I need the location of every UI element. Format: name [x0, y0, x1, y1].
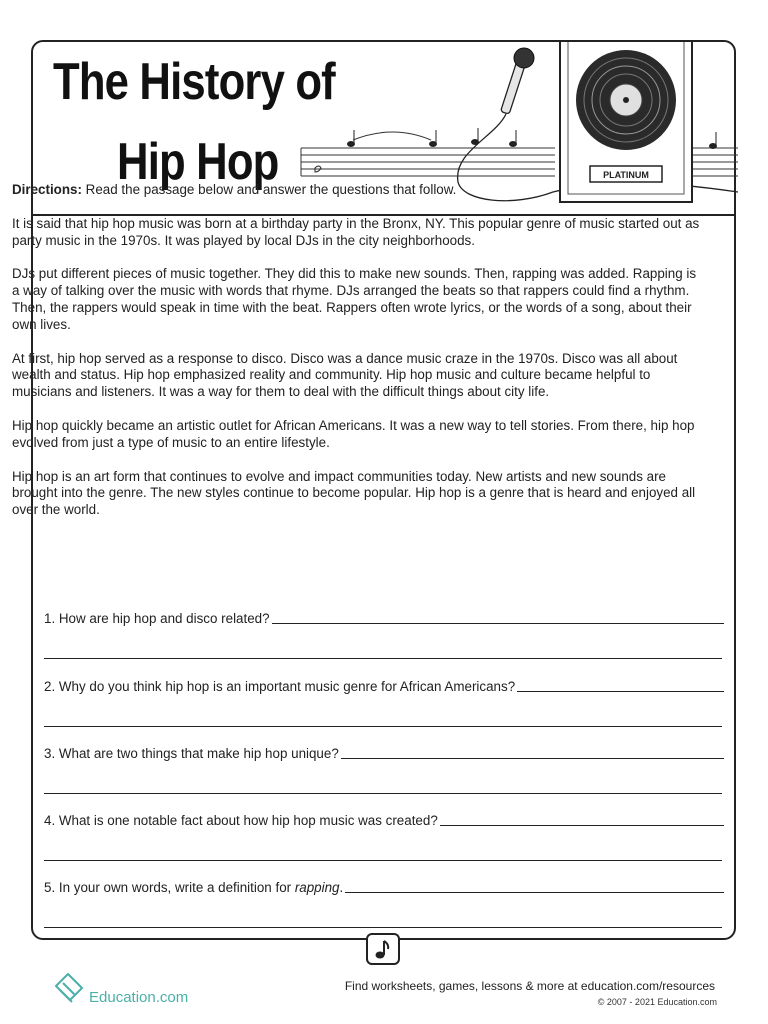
question-2-answer-line[interactable] — [517, 690, 724, 692]
question-4 — [44, 813, 724, 828]
platinum-badge-text: PLATINUM — [603, 170, 649, 180]
page-title-line-2: Hip Hop — [117, 133, 279, 191]
directions — [12, 182, 702, 199]
passage-paragraph-4: Hip hop quickly became an artistic outlet for African Americans. It was a new way to tell stories. From there, hip hop evolved from just a type of music to an entire lifestyle. — [12, 417, 695, 450]
question-5-text — [44, 880, 345, 895]
question-4-answer-line[interactable] — [440, 824, 724, 826]
question-5-emphasis: rapping — [294, 880, 340, 895]
question-5-answer-line[interactable] — [345, 891, 724, 893]
music-note-tab — [366, 933, 400, 965]
platinum-record-icon — [560, 42, 692, 202]
question-1-text: 1. How are hip hop and disco related? — [44, 611, 270, 626]
question-4-answer-line-2[interactable] — [44, 860, 722, 861]
question-5-text-after: . — [339, 880, 344, 895]
page-title-line-1: The History of — [53, 53, 335, 111]
worksheet-body — [12, 182, 702, 536]
directions-label: Directions: — [12, 182, 82, 197]
music-note-icon — [373, 938, 393, 960]
directions-text: Read the passage below and answer the questions that follow. — [81, 182, 457, 197]
brand-name: Education.com — [89, 989, 189, 1006]
question-2-answer-line-2[interactable] — [44, 726, 722, 727]
education-logo-icon — [52, 972, 88, 1006]
passage-paragraph-5: Hip hop is an art form that continues to evolve and impact communities today. New artists and new sounds are brought into the genre. The new styles continue to become popular. Hip hop is a genre that is heard and enjoyed all over the world. — [12, 468, 696, 518]
question-3 — [44, 746, 724, 761]
question-2-text: 2. Why do you think hip hop is an important music genre for African Americans? — [44, 679, 516, 694]
question-3-text: 3. What are two things that make hip hop unique? — [44, 746, 339, 761]
question-4-text: 4. What is one notable fact about how hip hop music was created? — [44, 813, 438, 828]
passage-paragraph-2: DJs put different pieces of music together. They did this to make new sounds. Then, rapping was added. Rapping is a way of talking over the music with words that rhyme. DJs arranged the beats so that rappers could find a rhythm. Then, the rappers would speak in time with the beat. Rappers often wrote lyrics, or the words of a song, about their own lives. — [12, 266, 697, 332]
question-1-answer-line-2[interactable] — [44, 658, 722, 659]
question-5-text-before: 5. In your own words, write a definition for — [44, 880, 295, 895]
question-3-answer-line-2[interactable] — [44, 793, 722, 794]
question-1-answer-line[interactable] — [272, 622, 724, 624]
passage-paragraph-1: It is said that hip hop music was born at a birthday party in the Bronx, NY. This popular genre of music started out as party music in the 1970s. It was played by local DJs in the city neighborhoods. — [12, 215, 700, 248]
passage-paragraph-3: At first, hip hop served as a response to disco. Disco was a dance music craze in the 1970s. Disco was all about wealth and status. Hip hop emphasized reality and community. Hip hop music and culture became helpful to musicians and listeners. It was a way for them to deal with the difficult things about city life. — [12, 350, 678, 400]
question-2 — [44, 679, 724, 694]
copyright: © 2007 - 2021 Education.com — [597, 997, 717, 1007]
footer-tagline: Find worksheets, games, lessons & more at education.com/resources — [344, 979, 715, 993]
question-5 — [44, 880, 724, 895]
question-5-answer-line-2[interactable] — [44, 927, 722, 928]
question-3-answer-line[interactable] — [341, 757, 724, 759]
question-1 — [44, 611, 724, 626]
